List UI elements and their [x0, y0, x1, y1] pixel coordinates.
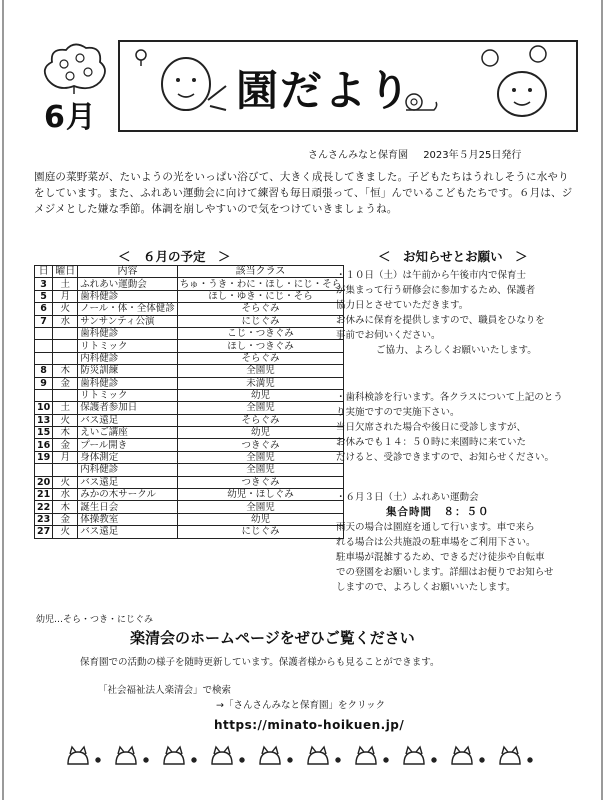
issue-meta	[308, 146, 533, 161]
event-cell: リトミック	[78, 389, 178, 401]
class-legend: 幼児…そら・つき・にじぐみ	[36, 615, 154, 625]
day-cell: 10	[35, 402, 53, 414]
table-row	[35, 389, 344, 401]
day-cell: 27	[35, 526, 53, 538]
weekday-cell: 水	[53, 315, 78, 327]
table-row	[35, 427, 344, 439]
class-cell: つきぐみ	[177, 476, 344, 488]
event-cell: リトミック	[78, 340, 178, 352]
class-cell: 幼児	[177, 427, 344, 439]
notice-training	[336, 268, 576, 358]
class-cell: 幼児	[177, 513, 344, 525]
event-cell: プール開き	[78, 439, 178, 451]
class-cell: そらぐみ	[177, 414, 344, 426]
table-row	[35, 489, 344, 501]
table-row	[35, 365, 344, 377]
day-cell: 16	[35, 439, 53, 451]
click-instruction: →「さんさんみなと保育園」をクリック	[216, 700, 386, 711]
event-cell: 内科健診	[78, 464, 178, 476]
intro-paragraph: 園庭の菜野菜が、たいようの光をいっぱい浴びて、大きく成長してきました。子どもたちはうれしそうに水やりをしています。また、ふれあい運動会に向けて練習も毎日頑張って、「恒」んでいるこどもたちです。６月は、ジメジメとした嫌な季節。体調を崩しやすいので気をつけていきましょうね。	[34, 171, 573, 215]
weekday-cell: 月	[53, 290, 78, 302]
class-cell: ちゅ・うき・わに・ほし・にじ・そら	[177, 278, 344, 290]
nursery-name: さんさんみなと保育園	[308, 150, 408, 161]
notice-line: 雨天の場合は園庭を通して行います。車で来ら	[336, 522, 535, 533]
event-cell: 歯科健診	[78, 327, 178, 339]
day-cell: 6	[35, 303, 53, 315]
table-row	[35, 290, 344, 302]
day-cell	[35, 389, 53, 401]
notice-line: お休みでも１４：５０時に来園時に来ていた	[336, 437, 527, 448]
day-cell	[35, 340, 53, 352]
weekday-cell: 水	[53, 489, 78, 501]
table-row	[35, 451, 344, 463]
day-cell: 15	[35, 427, 53, 439]
table-row	[35, 278, 344, 290]
day-cell: 21	[35, 489, 53, 501]
notice-line: れる場合は公共施設の駐車場をご利用下さい。	[336, 537, 536, 548]
event-cell: 防災訓練	[78, 365, 178, 377]
day-cell: 8	[35, 365, 53, 377]
table-row	[35, 526, 344, 538]
event-cell: 誕生日会	[78, 501, 178, 513]
class-cell: にじぐみ	[177, 526, 344, 538]
weekday-cell: 木	[53, 427, 78, 439]
weekday-cell: 金	[53, 377, 78, 389]
weekday-cell	[53, 327, 78, 339]
col-day: 日	[35, 266, 53, 278]
event-cell: 内科健診	[78, 352, 178, 364]
notice-line: 当日欠席された場合や後日に受診しますが、	[336, 422, 527, 433]
notice-line: しますので、よろしくお願いいたします。	[336, 582, 516, 593]
class-cell: つきぐみ	[177, 439, 344, 451]
table-row	[35, 340, 344, 352]
day-cell: 3	[35, 278, 53, 290]
homepage-url[interactable]: https://minato-hoikuen.jp/	[214, 718, 405, 732]
event-cell: 身体測定	[78, 451, 178, 463]
cat-border-icon	[62, 744, 546, 770]
class-cell: 全園児	[177, 402, 344, 414]
day-cell	[35, 327, 53, 339]
newsletter-title: 園だより	[236, 66, 413, 115]
table-header-row	[35, 266, 344, 278]
weekday-cell: 土	[53, 402, 78, 414]
search-instruction: 「社会福祉法人楽清会」で検索	[98, 685, 232, 696]
weekday-cell: 金	[53, 513, 78, 525]
day-cell	[35, 464, 53, 476]
table-row	[35, 315, 344, 327]
class-cell: 幼児・ほしぐみ	[177, 489, 344, 501]
day-cell	[35, 352, 53, 364]
weekday-cell: 火	[53, 526, 78, 538]
notice-line: での登園をお願いします。詳細はお便りでお知らせ	[336, 567, 554, 578]
table-row	[35, 377, 344, 389]
homepage-title: 楽清会のホームページをぜひご覧ください	[130, 629, 415, 647]
class-cell: 全園児	[177, 365, 344, 377]
table-row	[35, 414, 344, 426]
col-weekday: 曜日	[53, 266, 78, 278]
flower-cloud-icon	[40, 40, 110, 95]
weekday-cell: 月	[53, 451, 78, 463]
table-row	[35, 501, 344, 513]
smiling-kids-icon	[476, 44, 566, 124]
table-row	[35, 439, 344, 451]
notices-title: ＜ お知らせとお願い ＞	[378, 249, 528, 264]
class-cell: ほし・ゆき・にじ・そら	[177, 290, 344, 302]
weekday-cell: 金	[53, 439, 78, 451]
col-class: 該当クラス	[177, 266, 344, 278]
schedule-title: ＜ ６月の予定 ＞	[118, 249, 231, 264]
event-cell: サンサンティ公演	[78, 315, 178, 327]
snail-icon	[400, 88, 440, 118]
table-row	[35, 402, 344, 414]
weekday-cell: 木	[53, 501, 78, 513]
schedule-table	[34, 265, 344, 539]
issue-date: 2023年５月25日発行	[423, 150, 522, 161]
weekday-cell: 木	[53, 365, 78, 377]
notice-line: ・６月３日（土）ふれあい運動会	[336, 492, 479, 503]
event-cell: ノール・体・全体健診	[78, 303, 178, 315]
notice-sports-day	[336, 490, 576, 595]
table-row	[35, 303, 344, 315]
weekday-cell: 火	[53, 476, 78, 488]
weekday-cell	[53, 464, 78, 476]
class-cell: 全園児	[177, 464, 344, 476]
notice-line: 協力日とさせていただきます。	[336, 300, 469, 311]
class-cell: そらぐみ	[177, 352, 344, 364]
day-cell: 9	[35, 377, 53, 389]
assembly-time: 集合時間 ８：５０	[386, 506, 490, 518]
weekday-cell: 火	[53, 414, 78, 426]
day-cell: 20	[35, 476, 53, 488]
event-cell: 歯科健診	[78, 377, 178, 389]
class-cell: そらぐみ	[177, 303, 344, 315]
class-cell: 全園児	[177, 451, 344, 463]
event-cell: バス遠足	[78, 476, 178, 488]
notice-line: ・歯科検診を行います。各クラスについて上記のとう	[336, 392, 563, 403]
table-row	[35, 464, 344, 476]
table-row	[35, 327, 344, 339]
event-cell: バス遠足	[78, 526, 178, 538]
weekday-cell	[53, 389, 78, 401]
event-cell: えいご講座	[78, 427, 178, 439]
notice-dental	[336, 390, 576, 465]
table-row	[35, 476, 344, 488]
day-cell: 7	[35, 315, 53, 327]
day-cell: 22	[35, 501, 53, 513]
notice-line: だけると、受診できますので、お知らせください。	[336, 452, 555, 463]
day-cell: 23	[35, 513, 53, 525]
notice-line: が集まって行う研修会に参加するため、保護者	[336, 285, 536, 296]
class-cell: ほし・つきぐみ	[177, 340, 344, 352]
notice-line: り実施ですので実施下さい。	[336, 407, 460, 418]
notice-line: お休みに保育を提供しますので、職員をひなりを	[336, 315, 545, 326]
table-row	[35, 513, 344, 525]
weekday-cell: 土	[53, 278, 78, 290]
event-cell: 歯科健診	[78, 290, 178, 302]
notice-line: 駐車場が混雑するため、できるだけ徒歩や自転車	[336, 552, 545, 563]
month-label: 6月	[44, 100, 97, 135]
notice-line: ご協力、よろしくお願いいたします。	[376, 345, 537, 356]
class-cell: 未満児	[177, 377, 344, 389]
table-row	[35, 352, 344, 364]
col-event: 内容	[78, 266, 178, 278]
class-cell: こじ・つきぐみ	[177, 327, 344, 339]
class-cell: 幼児	[177, 389, 344, 401]
event-cell: ふれあい運動会	[78, 278, 178, 290]
schedule-body	[35, 278, 344, 538]
day-cell: 13	[35, 414, 53, 426]
child-face-icon	[150, 46, 230, 126]
event-cell: 保護者参加日	[78, 402, 178, 414]
weekday-cell	[53, 352, 78, 364]
class-cell: 全園児	[177, 501, 344, 513]
day-cell: 19	[35, 451, 53, 463]
header	[0, 0, 605, 140]
notice-line: ・１０日（土）は午前から午後市内で保育士	[336, 270, 527, 281]
event-cell: バス遠足	[78, 414, 178, 426]
weekday-cell: 火	[53, 303, 78, 315]
notice-line: 事前でお伺いください。	[336, 330, 441, 341]
day-cell: 5	[35, 290, 53, 302]
homepage-body: 保育園での活動の様子を随時更新しています。保護者様からも見ることができます。	[80, 657, 440, 668]
event-cell: 体操教室	[78, 513, 178, 525]
event-cell: みかの木サークル	[78, 489, 178, 501]
small-flower-icon	[130, 44, 152, 66]
class-cell: にじぐみ	[177, 315, 344, 327]
weekday-cell	[53, 340, 78, 352]
